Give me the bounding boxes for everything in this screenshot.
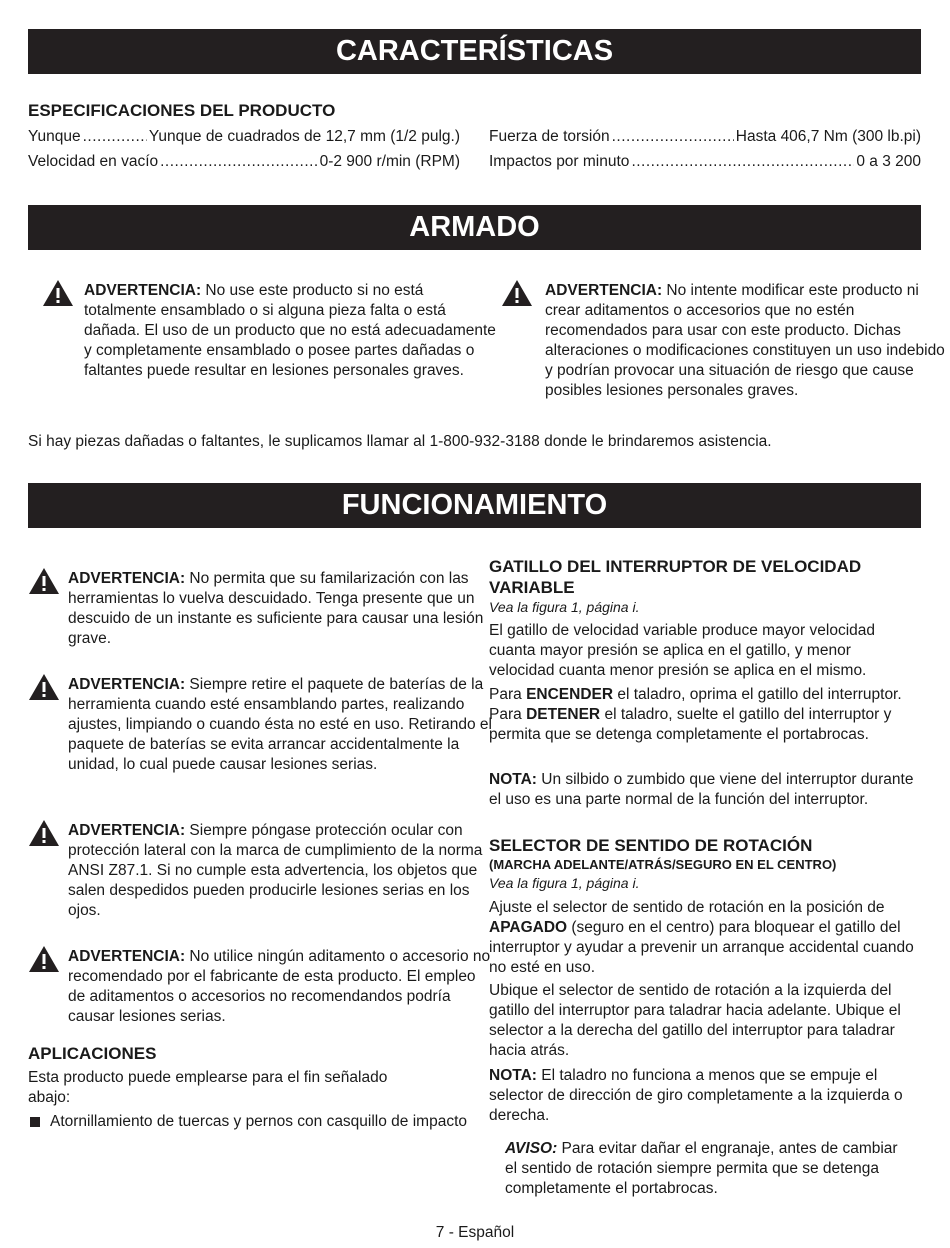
- figure-reference: Vea la figura 1, página i.: [489, 599, 640, 615]
- warning-triangle-icon: [501, 279, 533, 307]
- warning-label: ADVERTENCIA:: [68, 822, 186, 839]
- gatillo-note: [489, 770, 919, 810]
- warning-triangle-icon: [28, 819, 60, 847]
- spec-value: 0-2 900 r/min (RPM): [319, 153, 460, 170]
- warning-label: ADVERTENCIA:: [84, 282, 202, 299]
- section-title-armado: ARMADO: [28, 205, 921, 250]
- gatillo-paragraph: El gatillo de velocidad variable produce mayor velocidad cuanta mayor presión se aplica en el gatillo, y menor velocidad cuanta menor presión se aplica en el mismo.: [489, 622, 876, 679]
- warning-label: ADVERTENCIA:: [68, 948, 186, 965]
- section-title-funcionamiento: FUNCIONAMIENTO: [28, 483, 921, 528]
- figure-reference: Vea la figura 1, página i.: [489, 875, 640, 891]
- warning-text: No use este producto si no está totalmente ensamblado o si alguna pieza falta o está dañada. El uso de un producto que no está adecuadamente y completamente ensamblado o posee partes dañadas o faltantes puede resultar en lesiones personales graves.: [84, 282, 496, 379]
- warning-text: No utilice ningún aditamento o accesorio no recomendado por el fabricante de esta producto. El empleo de aditamentos o accesorios no recomendandos podría causar lesiones serias.: [68, 948, 491, 1025]
- warning-triangle-icon: [42, 279, 74, 307]
- warning-text: No intente modificar este producto ni crear aditamentos o accesorios que no estén recomendados para usar con este producto. Dichas alteraciones o modificaciones constituyen un uso indebido y podrían provocar una situación de riesgo que cause posibles lesiones personales graves.: [545, 282, 945, 399]
- page-footer: 7 - Español: [435, 1224, 515, 1241]
- text-run: Para: [489, 686, 527, 703]
- spec-row: [28, 152, 460, 172]
- note-text: Un silbido o zumbido que viene del interruptor durante el uso es una parte normal de la función del interruptor.: [489, 771, 914, 808]
- aplicaciones-heading: APLICACIONES: [28, 1044, 157, 1063]
- selector-paragraph: Ubique el selector de sentido de rotación a la izquierda del gatillo del interruptor para taladrar hacia adelante. Ubique el selector a la derecha del gatillo del interruptor para taladrar hacia atrás.: [489, 982, 901, 1059]
- text-run-bold: DETENER: [526, 706, 601, 723]
- warning-triangle-icon: [28, 567, 60, 595]
- warning-triangle-icon: [28, 945, 60, 973]
- text-run-bold: APAGADO: [489, 919, 568, 936]
- assistance-note: Si hay piezas dañadas o faltantes, le suplicamos llamar al 1-800-932-3188 donde le brindaremos asistencia.: [28, 433, 772, 450]
- spec-row: [28, 127, 460, 147]
- warning-block: [28, 569, 496, 649]
- warning-text: Siempre póngase protección ocular con protección lateral con la marca de cumplimiento de la norma ANSI Z87.1. Si no cumple esta advertencia, los objetos que salen despedidos pueden producirle lesiones serias en los ojos.: [68, 822, 483, 919]
- selector-heading: SELECTOR DE SENTIDO DE ROTACIÓN: [489, 836, 813, 855]
- text-run: el taladro, oprima el gatillo del interruptor. Para: [489, 686, 902, 723]
- warning-block: [501, 281, 949, 401]
- selector-note: [489, 1066, 921, 1126]
- spec-label: Yunque: [28, 128, 81, 145]
- text-run-bold: ENCENDER: [526, 686, 614, 703]
- spec-heading: ESPECIFICACIONES DEL PRODUCTO: [28, 101, 336, 120]
- spec-value: Hasta 406,7 Nm (300 lb.pi): [735, 128, 921, 145]
- warning-text: No permita que su familarización con las herramientas lo vuelva descuidado. Tenga presente que un descuido de un instante es suficiente para causar una lesión grave.: [68, 570, 484, 647]
- leader-dots: [631, 152, 854, 172]
- list-item: [28, 1112, 470, 1132]
- spec-label: Impactos por minuto: [489, 153, 630, 170]
- note-label: NOTA:: [489, 771, 537, 788]
- note-text: El taladro no funciona a menos que se empuje el selector de dirección de giro completamente a la izquierda o derecha.: [489, 1067, 903, 1124]
- warning-block: [42, 281, 496, 381]
- square-bullet-icon: [30, 1117, 40, 1127]
- gatillo-paragraph: [489, 685, 919, 745]
- text-run: Ajuste el selector de sentido de rotación en la posición de: [489, 899, 885, 916]
- section-title-caracteristicas: CARACTERÍSTICAS: [28, 29, 921, 74]
- warning-triangle-icon: [28, 673, 60, 701]
- spec-label: Velocidad en vacío: [28, 153, 159, 170]
- warning-label: ADVERTENCIA:: [68, 676, 186, 693]
- selector-paragraph: [489, 898, 921, 978]
- warning-block: [28, 821, 496, 921]
- spec-label: Fuerza de torsión: [489, 128, 610, 145]
- text-run: el taladro, suelte el gatillo del interruptor y permita que se detenga completamente el portabrocas.: [489, 706, 892, 743]
- gatillo-heading: GATILLO DEL INTERRUPTOR DE VELOCIDAD VARIABLE: [489, 557, 862, 597]
- aplicaciones-text: Esta producto puede emplearse para el fin señalado abajo:: [28, 1069, 388, 1106]
- warning-text: Siempre retire el paquete de baterías de la herramienta cuando esté ensamblando partes, realizando ajustes, limpiando o cuando ésta no esté en uso. Retirando el paquete de baterías se evita arrancar accidentalmente la unidad, lo cual puede causar lesiones serias.: [68, 676, 492, 773]
- aviso-text: Para evitar dañar el engranaje, antes de cambiar el sentido de rotación siempre permita que se detenga completamente el portabrocas.: [505, 1140, 898, 1197]
- warning-block: [28, 675, 496, 775]
- text-run: (seguro en el centro) para bloquear el gatillo del interruptor y ayudar a prevenir un arranque accidental cuando no esté en uso.: [489, 919, 914, 976]
- list-item-text: Atornillamiento de tuercas y pernos con casquillo de impacto: [50, 1113, 468, 1130]
- aviso-note: [505, 1139, 900, 1199]
- leader-dots: [160, 152, 317, 172]
- spec-value: 0 a 3 200: [856, 153, 921, 170]
- note-label: NOTA:: [489, 1067, 537, 1084]
- warning-label: ADVERTENCIA:: [545, 282, 663, 299]
- leader-dots: [83, 127, 147, 147]
- selector-subheading: (MARCHA ADELANTE/ATRÁS/SEGURO EN EL CENTRO): [489, 857, 837, 872]
- spec-row: [489, 127, 921, 147]
- spec-value: Yunque de cuadrados de 12,7 mm (1/2 pulg.): [148, 128, 460, 145]
- leader-dots: [612, 127, 734, 147]
- aviso-label: AVISO:: [505, 1140, 558, 1157]
- warning-block: [28, 947, 496, 1027]
- warning-label: ADVERTENCIA:: [68, 570, 186, 587]
- spec-row: [489, 152, 921, 172]
